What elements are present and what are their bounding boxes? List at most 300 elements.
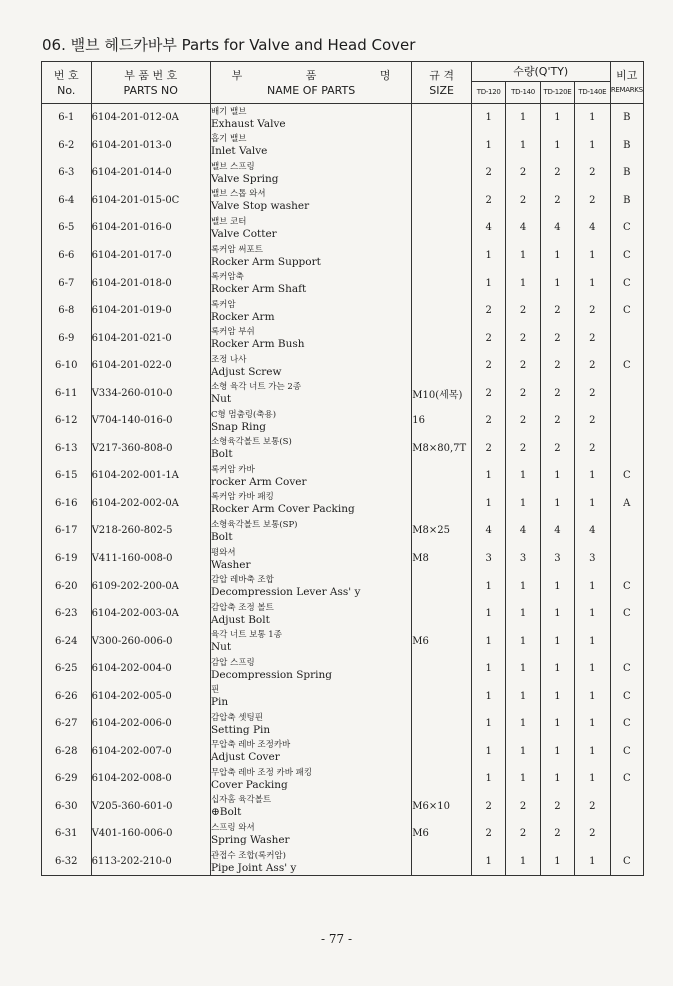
part-name-english: Bolt	[210, 448, 233, 461]
quantity: 1	[540, 710, 574, 738]
quantity: 4	[471, 214, 505, 242]
table-row	[42, 627, 644, 655]
part-name-korean: 조정 나사	[210, 354, 247, 365]
part-name-english: Pin	[210, 696, 229, 709]
part-name-korean: C형 멈춤링(축용)	[210, 409, 277, 420]
remarks	[610, 379, 643, 407]
part-name-korean: 소형 육각 너트 가는 2종	[210, 382, 302, 393]
parts-table	[41, 61, 644, 876]
quantity: 2	[471, 352, 505, 380]
header-qty: 수량(Q'TY)	[471, 62, 610, 82]
table-row	[42, 765, 644, 793]
remarks	[610, 793, 643, 821]
part-number: 6104-202-005-0	[91, 682, 210, 710]
quantity: 2	[575, 793, 610, 821]
quantity: 2	[575, 820, 610, 848]
table-row	[42, 462, 644, 490]
part-name-english: Rocker Arm Cover Packing	[210, 503, 355, 516]
part-size	[412, 159, 472, 187]
quantity: 2	[540, 435, 574, 463]
quantity: 2	[471, 324, 505, 352]
quantity: 2	[506, 324, 540, 352]
table-row	[42, 655, 644, 683]
quantity: 1	[506, 104, 540, 132]
part-name-english: Decompression Spring	[210, 668, 333, 681]
quantity: 1	[575, 269, 610, 297]
part-name-english: Pipe Joint Ass' y	[210, 861, 297, 874]
part-name	[210, 214, 411, 242]
part-number: 6104-201-021-0	[91, 324, 210, 352]
part-name-korean: 감압 레바축 조합	[210, 575, 274, 586]
part-name-english: Rocker Arm Bush	[210, 338, 305, 351]
row-number: 6-15	[42, 462, 92, 490]
part-name	[210, 765, 411, 793]
header-parts-no: 부 품 번 호 PARTS NO	[91, 62, 210, 104]
row-number: 6-23	[42, 600, 92, 628]
quantity: 2	[506, 187, 540, 215]
quantity: 2	[506, 379, 540, 407]
quantity: 4	[506, 214, 540, 242]
part-size	[412, 187, 472, 215]
table-row	[42, 132, 644, 160]
part-name-english: Bolt	[210, 530, 233, 543]
part-name-english: Exhaust Valve	[210, 117, 286, 130]
quantity: 1	[506, 572, 540, 600]
part-size	[412, 462, 472, 490]
part-number: V217-360-808-0	[91, 435, 210, 463]
quantity: 1	[540, 572, 574, 600]
row-number: 6-20	[42, 572, 92, 600]
part-name-korean: 록커암 부쉬	[210, 327, 255, 338]
quantity: 1	[471, 682, 505, 710]
header-remarks: 비고 REMARKS	[610, 62, 643, 104]
part-size	[412, 324, 472, 352]
quantity: 1	[575, 242, 610, 270]
part-name-english: Spring Washer	[210, 833, 290, 846]
part-number: V300-260-006-0	[91, 627, 210, 655]
part-name	[210, 627, 411, 655]
part-number: 6109-202-200-0A	[91, 572, 210, 600]
quantity: 1	[506, 710, 540, 738]
part-name-korean: 밸브 스톱 와셔	[210, 189, 266, 200]
quantity: 2	[471, 820, 505, 848]
part-name-korean: 소형육각볼트 보통(SP)	[210, 519, 298, 530]
part-name-english: Decompression Lever Ass' y	[210, 586, 361, 599]
part-number: 6104-202-001-1A	[91, 462, 210, 490]
part-size	[412, 765, 472, 793]
part-size	[412, 132, 472, 160]
quantity: 1	[540, 242, 574, 270]
quantity: 2	[506, 159, 540, 187]
part-size	[412, 214, 472, 242]
part-name-english: Adjust Cover	[210, 751, 280, 764]
row-number: 6-13	[42, 435, 92, 463]
quantity: 1	[540, 600, 574, 628]
row-number: 6-24	[42, 627, 92, 655]
part-number: 6104-201-015-0C	[91, 187, 210, 215]
row-number: 6-6	[42, 242, 92, 270]
remarks: C	[610, 462, 643, 490]
quantity: 1	[540, 104, 574, 132]
quantity: 1	[506, 627, 540, 655]
quantity: 1	[506, 600, 540, 628]
remarks	[610, 435, 643, 463]
table-row	[42, 269, 644, 297]
quantity: 2	[540, 324, 574, 352]
remarks: C	[610, 242, 643, 270]
table-row	[42, 820, 644, 848]
quantity: 1	[471, 627, 505, 655]
part-name-korean: 밸브 코터	[210, 216, 247, 227]
quantity: 4	[575, 517, 610, 545]
row-number: 6-12	[42, 407, 92, 435]
table-body	[42, 104, 644, 876]
row-number: 6-32	[42, 848, 92, 876]
part-size	[412, 600, 472, 628]
part-name	[210, 793, 411, 821]
part-name	[210, 435, 411, 463]
quantity: 1	[471, 104, 505, 132]
header-model: TD-140	[506, 82, 540, 104]
part-name	[210, 187, 411, 215]
part-name-korean: 스프링 와셔	[210, 822, 255, 833]
part-number: 6104-201-019-0	[91, 297, 210, 325]
remarks: A	[610, 490, 643, 518]
quantity: 4	[540, 517, 574, 545]
quantity: 2	[575, 379, 610, 407]
remarks: C	[610, 710, 643, 738]
quantity: 1	[506, 242, 540, 270]
part-name	[210, 655, 411, 683]
quantity: 2	[471, 435, 505, 463]
row-number: 6-4	[42, 187, 92, 215]
part-name-korean: 록커암 카바 패킹	[210, 492, 274, 503]
remarks: C	[610, 572, 643, 600]
part-size	[412, 572, 472, 600]
quantity: 2	[575, 297, 610, 325]
part-name-korean: 록커암 카바	[210, 464, 255, 475]
remarks	[610, 517, 643, 545]
row-number: 6-10	[42, 352, 92, 380]
part-name-korean: 록커암	[210, 299, 236, 310]
part-number: 6104-202-007-0	[91, 738, 210, 766]
part-name	[210, 682, 411, 710]
part-size	[412, 242, 472, 270]
part-name-english: Rocker Arm Shaft	[210, 283, 307, 296]
part-number: 6104-202-008-0	[91, 765, 210, 793]
quantity: 4	[575, 214, 610, 242]
part-name-korean: 육각 너트 보통 1종	[210, 630, 282, 641]
row-number: 6-17	[42, 517, 92, 545]
quantity: 1	[575, 738, 610, 766]
remarks	[610, 324, 643, 352]
part-name-korean: 소형육각볼트 보통(S)	[210, 437, 292, 448]
remarks: C	[610, 738, 643, 766]
part-name	[210, 738, 411, 766]
table-row	[42, 214, 644, 242]
quantity: 2	[506, 793, 540, 821]
table-row	[42, 738, 644, 766]
table-row	[42, 352, 644, 380]
part-name	[210, 517, 411, 545]
part-name-korean: 감압 스프링	[210, 657, 255, 668]
quantity: 1	[471, 462, 505, 490]
table-row	[42, 435, 644, 463]
quantity: 2	[540, 820, 574, 848]
quantity: 1	[540, 269, 574, 297]
part-number: V218-260-802-5	[91, 517, 210, 545]
part-number: V411-160-008-0	[91, 545, 210, 573]
quantity: 4	[540, 214, 574, 242]
part-name	[210, 104, 411, 132]
quantity: 1	[540, 848, 574, 876]
part-size	[412, 269, 472, 297]
part-size	[412, 655, 472, 683]
quantity: 1	[471, 848, 505, 876]
quantity: 1	[575, 572, 610, 600]
header-model: TD-140E	[575, 82, 610, 104]
remarks: C	[610, 352, 643, 380]
row-number: 6-8	[42, 297, 92, 325]
part-name	[210, 242, 411, 270]
quantity: 1	[471, 490, 505, 518]
part-size	[412, 682, 472, 710]
part-size: M6	[412, 820, 472, 848]
part-number: 6113-202-210-0	[91, 848, 210, 876]
quantity: 4	[471, 517, 505, 545]
part-name-korean: 배기 밸브	[210, 106, 247, 117]
part-name-korean: 록커암 써포트	[210, 244, 263, 255]
row-number: 6-29	[42, 765, 92, 793]
table-row	[42, 572, 644, 600]
part-number: 6104-201-018-0	[91, 269, 210, 297]
quantity: 1	[471, 710, 505, 738]
row-number: 6-3	[42, 159, 92, 187]
quantity: 2	[540, 297, 574, 325]
row-number: 6-30	[42, 793, 92, 821]
table-row	[42, 710, 644, 738]
quantity: 1	[506, 462, 540, 490]
quantity: 1	[471, 655, 505, 683]
part-size: M6×10	[412, 793, 472, 821]
part-number: 6104-201-014-0	[91, 159, 210, 187]
quantity: 1	[575, 682, 610, 710]
part-name-korean: 십자홈 육각볼트	[210, 795, 272, 806]
part-name	[210, 848, 411, 876]
part-name	[210, 352, 411, 380]
row-number: 6-16	[42, 490, 92, 518]
table-row	[42, 379, 644, 407]
part-size: M8	[412, 545, 472, 573]
quantity: 1	[471, 765, 505, 793]
row-number: 6-2	[42, 132, 92, 160]
part-number: 6104-201-022-0	[91, 352, 210, 380]
table-row	[42, 407, 644, 435]
quantity: 1	[506, 132, 540, 160]
part-name-korean: 핀	[210, 685, 220, 696]
part-name	[210, 600, 411, 628]
table-row	[42, 242, 644, 270]
quantity: 1	[540, 462, 574, 490]
part-name-english: Rocker Arm	[210, 310, 275, 323]
part-size	[412, 710, 472, 738]
row-number: 6-7	[42, 269, 92, 297]
table-row	[42, 187, 644, 215]
quantity: 1	[506, 765, 540, 793]
quantity: 1	[471, 242, 505, 270]
table-row	[42, 600, 644, 628]
part-number: 6104-202-006-0	[91, 710, 210, 738]
remarks	[610, 407, 643, 435]
part-size	[412, 297, 472, 325]
part-size	[412, 738, 472, 766]
part-name-english: Valve Stop washer	[210, 200, 310, 213]
part-name-english: Washer	[210, 558, 251, 571]
header-model: TD-120E	[540, 82, 574, 104]
quantity: 1	[575, 132, 610, 160]
part-name	[210, 297, 411, 325]
remarks: B	[610, 187, 643, 215]
part-name-korean: 밸브 스프링	[210, 161, 255, 172]
table-row	[42, 682, 644, 710]
part-size: M8×80,7T	[412, 435, 472, 463]
quantity: 2	[506, 435, 540, 463]
remarks: B	[610, 132, 643, 160]
quantity: 1	[575, 765, 610, 793]
quantity: 1	[506, 655, 540, 683]
quantity: 1	[506, 682, 540, 710]
quantity: 2	[575, 435, 610, 463]
quantity: 1	[540, 738, 574, 766]
remarks	[610, 820, 643, 848]
quantity: 3	[575, 545, 610, 573]
part-number: 6104-202-004-0	[91, 655, 210, 683]
quantity: 1	[575, 848, 610, 876]
part-size: 16	[412, 407, 472, 435]
part-name-english: rocker Arm Cover	[210, 475, 307, 488]
quantity: 2	[471, 187, 505, 215]
part-name-english: ⊕Bolt	[210, 806, 242, 819]
quantity: 3	[540, 545, 574, 573]
header-no: 번 호 No.	[42, 62, 92, 104]
row-number: 6-26	[42, 682, 92, 710]
part-number: 6104-201-016-0	[91, 214, 210, 242]
table-row	[42, 545, 644, 573]
quantity: 2	[471, 407, 505, 435]
quantity: 1	[506, 269, 540, 297]
quantity: 1	[506, 490, 540, 518]
quantity: 1	[471, 738, 505, 766]
quantity: 1	[540, 490, 574, 518]
part-size: M10(세목)	[412, 379, 472, 407]
part-name-korean: 록커암축	[210, 272, 244, 283]
quantity: 1	[506, 738, 540, 766]
part-name	[210, 159, 411, 187]
part-name-english: Setting Pin	[210, 723, 271, 736]
part-name	[210, 132, 411, 160]
quantity: 1	[575, 710, 610, 738]
part-name-english: Rocker Arm Support	[210, 255, 321, 268]
part-name	[210, 710, 411, 738]
quantity: 2	[575, 324, 610, 352]
part-name	[210, 545, 411, 573]
quantity: 2	[506, 407, 540, 435]
part-number: 6104-202-002-0A	[91, 490, 210, 518]
part-number: V205-360-601-0	[91, 793, 210, 821]
quantity: 2	[471, 793, 505, 821]
quantity: 1	[471, 269, 505, 297]
quantity: 2	[575, 352, 610, 380]
part-name-english: Valve Spring	[210, 172, 279, 185]
row-number: 6-19	[42, 545, 92, 573]
quantity: 1	[575, 104, 610, 132]
part-name	[210, 490, 411, 518]
part-name	[210, 269, 411, 297]
row-number: 6-11	[42, 379, 92, 407]
part-number: 6104-201-012-0A	[91, 104, 210, 132]
part-number: 6104-202-003-0A	[91, 600, 210, 628]
quantity: 2	[471, 379, 505, 407]
quantity: 4	[506, 517, 540, 545]
quantity: 2	[540, 407, 574, 435]
remarks: C	[610, 682, 643, 710]
page-number: - 77 -	[320, 932, 352, 946]
table-header	[42, 62, 644, 104]
table-row	[42, 793, 644, 821]
part-number: V704-140-016-0	[91, 407, 210, 435]
remarks: C	[610, 600, 643, 628]
remarks: C	[610, 655, 643, 683]
quantity: 1	[471, 600, 505, 628]
part-name-english: Valve Cotter	[210, 227, 277, 240]
quantity: 1	[540, 627, 574, 655]
remarks: C	[610, 269, 643, 297]
remarks	[610, 627, 643, 655]
table-row	[42, 517, 644, 545]
quantity: 1	[540, 682, 574, 710]
part-name-korean: 평와셔	[210, 547, 236, 558]
header-model: TD-120	[471, 82, 505, 104]
row-number: 6-1	[42, 104, 92, 132]
quantity: 1	[575, 655, 610, 683]
title-korean: 06. 밸브 헤드카바부	[42, 36, 177, 54]
remarks: C	[610, 214, 643, 242]
part-size: M8×25	[412, 517, 472, 545]
quantity: 1	[506, 848, 540, 876]
quantity: 2	[540, 352, 574, 380]
quantity: 3	[471, 545, 505, 573]
part-name-korean: 감압축 조정 볼트	[210, 602, 274, 613]
part-name-korean: 무압축 레바 조정 카바 패킹	[210, 767, 313, 778]
part-name-english: Inlet Valve	[210, 145, 268, 158]
row-number: 6-25	[42, 655, 92, 683]
header-size: 규 격 SIZE	[412, 62, 472, 104]
row-number: 6-5	[42, 214, 92, 242]
quantity: 2	[471, 297, 505, 325]
quantity: 3	[506, 545, 540, 573]
quantity: 2	[540, 159, 574, 187]
title-english: Parts for Valve and Head Cover	[181, 36, 416, 54]
remarks: B	[610, 159, 643, 187]
part-name	[210, 324, 411, 352]
quantity: 2	[506, 352, 540, 380]
part-name-english: Adjust Bolt	[210, 613, 270, 626]
remarks: C	[610, 297, 643, 325]
page-title	[42, 34, 415, 55]
remarks: B	[610, 104, 643, 132]
part-name	[210, 572, 411, 600]
quantity: 1	[471, 132, 505, 160]
